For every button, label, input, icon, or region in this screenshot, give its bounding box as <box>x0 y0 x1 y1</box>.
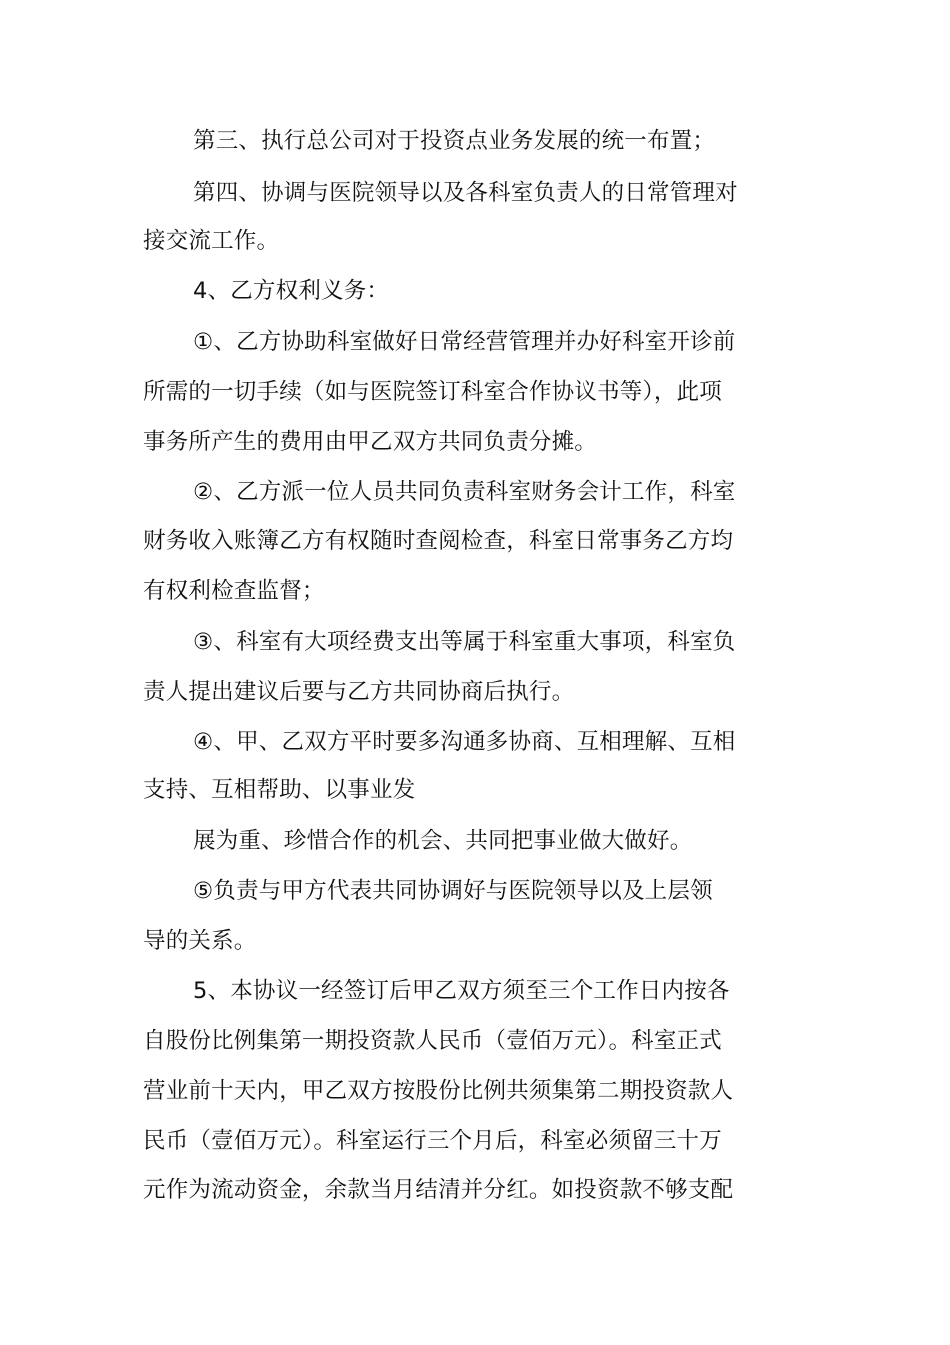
paragraph-line: 导的关系。 <box>143 928 257 954</box>
paragraph-line: ①、乙方协助科室做好日常经营管理并办好科室开诊前 <box>193 329 736 355</box>
paragraph-line: 所需的一切手续（如与医院签订科室合作协议书等），此项 <box>143 379 722 405</box>
paragraph-line: 5、本协议一经签订后甲乙双方须至三个工作日内按各 <box>193 978 730 1004</box>
paragraph-line: ⑤负责与甲方代表共同协调好与医院领导以及上层领 <box>193 878 713 904</box>
paragraph-line: 接交流工作。 <box>143 228 280 254</box>
paragraph-line: ③、科室有大项经费支出等属于科室重大事项，科室负 <box>193 629 736 655</box>
paragraph-line: 财务收入账簿乙方有权随时查阅检查，科室日常事务乙方均 <box>143 528 734 554</box>
paragraph-line: 自股份比例集第一期投资款人民币（壹佰万元）。科室正式 <box>143 1028 722 1054</box>
paragraph-line: 第四、协调与医院领导以及各科室负责人的日常管理对 <box>193 180 738 206</box>
paragraph-line: 支持、互相帮助、以事业发 <box>143 777 416 803</box>
paragraph-line: 元作为流动资金，余款当月结清并分红。如投资款不够支配 <box>143 1177 734 1203</box>
paragraph-line: 第三、执行总公司对于投资点业务发展的统一布置； <box>193 128 716 154</box>
paragraph-line: ②、乙方派一位人员共同负责科室财务会计工作，科室 <box>193 479 736 505</box>
paragraph-line: 有权利检查监督； <box>143 578 325 604</box>
paragraph-line: 4、乙方权利义务： <box>193 278 390 304</box>
paragraph-line: 事务所产生的费用由甲乙双方共同负责分摊。 <box>143 429 598 455</box>
paragraph-line: 责人提出建议后要与乙方共同协商后执行。 <box>143 679 575 705</box>
paragraph-line: 营业前十天内，甲乙双方按股份比例共须集第二期投资款人 <box>143 1078 734 1104</box>
paragraph-line: ④、甲、乙双方平时要多沟通多协商、互相理解、互相 <box>193 729 736 755</box>
paragraph-line: 展为重、珍惜合作的机会、共同把事业做大做好。 <box>193 828 693 854</box>
paragraph-line: 民币（壹佰万元）。科室运行三个月后，科室必须留三十万 <box>143 1128 722 1154</box>
